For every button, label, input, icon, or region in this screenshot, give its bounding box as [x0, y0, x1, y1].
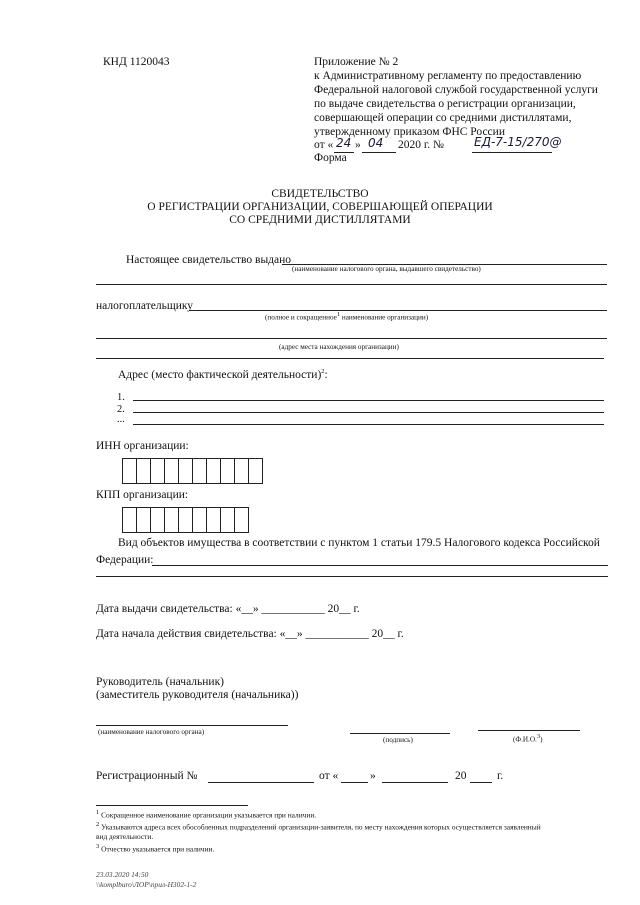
- form-label: Форма: [314, 152, 347, 164]
- footnote-3: $^3$ Отчество указывается при наличии.: [96, 843, 215, 854]
- order-prefix: от «: [314, 139, 334, 151]
- appendix-line: к Административному регламенту по предоставлению: [314, 70, 582, 82]
- authority-line[interactable]: [96, 725, 288, 726]
- order-month-line: [362, 152, 396, 153]
- property-label-2: Федерации:: [96, 554, 154, 566]
- address-line-3[interactable]: [133, 424, 604, 425]
- appendix-line: Федеральной налоговой службой государственной услуги: [314, 84, 598, 96]
- authority-hint: (наименование налогового органа): [98, 728, 205, 736]
- property-label: Вид объектов имущества в соответствии с пунктом 1 статьи 179.5 Налогового кодекса Российской: [118, 537, 600, 549]
- activity-address-label: Адрес (место фактической деятельности)$^2$:: [118, 368, 328, 381]
- file-stamp-date: 23.03.2020 14:50: [96, 870, 149, 879]
- address-line-1[interactable]: [133, 400, 604, 401]
- inn-label: ИНН организации:: [96, 440, 189, 452]
- property-line-2[interactable]: [96, 576, 608, 577]
- signature-line[interactable]: [350, 733, 450, 734]
- doc-title-line3: СО СРЕДНИМИ ДИСТИЛЛЯТАМИ: [229, 214, 411, 226]
- reg-number-label: Регистрационный №: [96, 770, 198, 782]
- issued-to-hint: (наименование налогового органа, выдавшего свидетельство): [292, 265, 481, 273]
- knd-code: КНД 1120043: [103, 56, 170, 68]
- appendix-line: Приложение № 2: [314, 56, 399, 68]
- order-day: 24: [336, 136, 352, 150]
- start-date: Дата начала действия свидетельства: «__» ___________ 20__ г.: [96, 628, 404, 640]
- order-number-line: [472, 152, 552, 153]
- footnote-separator: [96, 805, 248, 806]
- footnote-2b: вид деятельности.: [96, 832, 154, 841]
- reg-month-line[interactable]: [382, 782, 448, 783]
- issued-to-line-2[interactable]: [96, 284, 607, 285]
- reg-quote: »: [370, 770, 376, 782]
- reg-year: 20: [455, 770, 467, 782]
- issue-date: Дата выдачи свидетельства: «__» ___________ 20__ г.: [96, 603, 360, 615]
- order-month: 04: [368, 136, 384, 150]
- head-title: Руководитель (начальник): [96, 676, 224, 688]
- taxpayer-hint: (полное и сокращенное$^1$ наименование организации): [265, 311, 429, 322]
- property-line[interactable]: [152, 565, 608, 566]
- reg-from: от «: [319, 770, 339, 782]
- address-item-2: 2.: [117, 404, 125, 415]
- fio-line[interactable]: [478, 730, 580, 731]
- reg-g: г.: [497, 770, 504, 782]
- address-line[interactable]: [96, 358, 604, 359]
- inn-cells[interactable]: [122, 458, 263, 484]
- footnote-2: $^2$ Указываются адреса всех обособленных подразделений организации-заявителя, по месту нахождения которых осуществляется заявленный: [96, 821, 541, 832]
- kpp-label: КПП организации:: [96, 489, 189, 501]
- order-mid: »: [355, 139, 361, 151]
- order-year: 2020 г. №: [398, 139, 445, 151]
- address-line-2[interactable]: [133, 412, 604, 413]
- kpp-cells[interactable]: [122, 507, 249, 533]
- issued-to-label: Настоящее свидетельство выдано: [126, 254, 292, 266]
- order-number: ЕД-7-15/270@: [474, 135, 562, 149]
- address-item-dots: ...: [117, 414, 125, 425]
- taxpayer-line-2[interactable]: [96, 338, 607, 339]
- doc-title-line2: О РЕГИСТРАЦИИ ОРГАНИЗАЦИИ, СОВЕРШАЮЩЕЙ ОПЕРАЦИИ: [147, 201, 493, 213]
- signature-hint: (подпись): [383, 736, 413, 744]
- reg-day-line[interactable]: [341, 782, 368, 783]
- appendix-line: по выдаче свидетельства о регистрации организации,: [314, 98, 576, 110]
- taxpayer-label: налогоплательщику: [96, 300, 194, 312]
- address-hint: (адрес места нахождения организации): [279, 343, 399, 351]
- reg-year-line[interactable]: [470, 782, 492, 783]
- footnote-1: $^1$ Сокращенное наименование организации указывается при наличии.: [96, 809, 317, 820]
- head-title-2: (заместитель руководителя (начальника)): [96, 689, 299, 701]
- doc-title: СВИДЕТЕЛЬСТВО: [271, 188, 369, 200]
- address-item-1: 1.: [117, 392, 125, 403]
- appendix-line: утвержденному приказом ФНС России: [314, 126, 505, 138]
- reg-number-line[interactable]: [208, 782, 314, 783]
- appendix-line: совершающей операции со средними дистиллятами,: [314, 112, 572, 124]
- fio-hint: (Ф.И.О.$^3$): [513, 733, 543, 744]
- file-stamp-path: \\komplburo\ЛОР\прил-Н302-1-2: [96, 880, 197, 889]
